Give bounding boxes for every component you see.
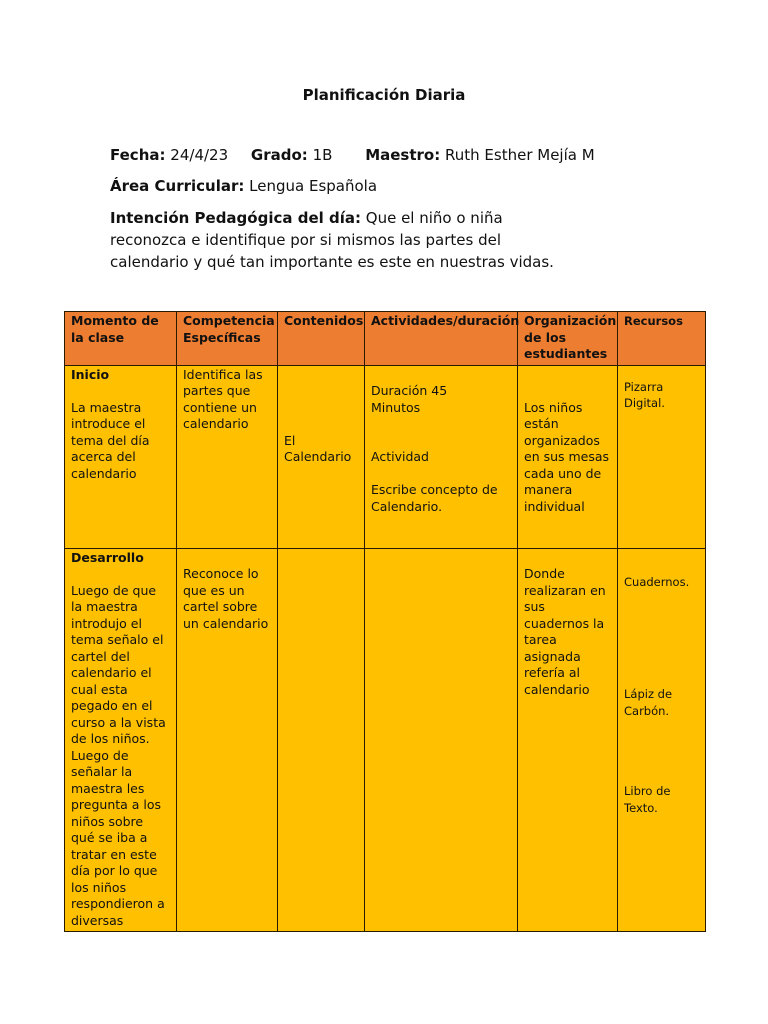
- actividad-label: Actividad: [371, 449, 429, 464]
- area-line: [110, 177, 377, 195]
- competencia-text: Reconoce lo que es un cartel sobre un calendario: [183, 566, 269, 631]
- actividad-duracion: Duración 45 Minutos: [371, 383, 448, 415]
- momento-title: Desarrollo: [71, 549, 144, 565]
- document-title: Planificación Diaria: [302, 86, 466, 104]
- recurso-item: Pizarra Digital.: [624, 379, 665, 410]
- grado-label: Grado:: [250, 146, 308, 164]
- momento-text: La maestra introduce el tema del día acerca del calendario: [71, 399, 150, 481]
- intencion-value: Que el niño o niña reconozca e identifique por si mismos las partes del calendario y qué tan importante es este en nuestras vidas.: [110, 209, 554, 271]
- intencion-label: Intención Pedagógica del día:: [110, 209, 361, 227]
- recurso-item: Libro de Texto.: [624, 784, 671, 815]
- fecha-label: Fecha:: [110, 146, 166, 164]
- header-contenidos: Contenidos: [278, 312, 365, 366]
- planning-table: [64, 311, 706, 932]
- contenidos-text: El Calendario: [284, 432, 352, 464]
- grado-value: 1B: [312, 146, 333, 164]
- cell-organizacion: [518, 365, 618, 548]
- cell-contenidos: [278, 548, 365, 932]
- maestro-label: Maestro:: [365, 146, 441, 164]
- momento-title: Inicio: [71, 366, 110, 382]
- cell-momento: [65, 548, 177, 932]
- cell-actividades: [365, 365, 518, 548]
- header-recursos: Recursos: [618, 312, 706, 366]
- cell-contenidos: [278, 365, 365, 548]
- header-info-line: [110, 146, 595, 164]
- cell-organizacion: [518, 548, 618, 932]
- area-label: Área Curricular:: [110, 177, 245, 195]
- cell-competencia: Identifica las partes que contiene un calendario: [177, 365, 278, 548]
- recurso-item: Lápiz de Carbón.: [624, 687, 673, 718]
- cell-recursos: [618, 548, 706, 932]
- header-organizacion: Organización de los estudiantes: [518, 312, 618, 366]
- momento-text: Luego de que la maestra introdujo el tema señalo el cartel del calendario el cual esta pegado en el curso a la vista de los niños. Luego de señalar la maestra les pregunta a los niños sobre qué se iba a tratar en este día por lo que los niños respondieron a diversas: [71, 582, 166, 928]
- area-value: Lengua Española: [249, 177, 378, 195]
- intencion-line: [110, 207, 570, 273]
- fecha-value: 24/4/23: [170, 146, 229, 164]
- table-row: [65, 365, 706, 548]
- actividad-text: Escribe concepto de Calendario.: [371, 482, 498, 514]
- recurso-item: Cuadernos.: [624, 574, 690, 589]
- header-actividades: Actividades/duración: [365, 312, 518, 366]
- header-competencia: Competencia Específicas: [177, 312, 278, 366]
- table-header-row: [65, 312, 706, 366]
- cell-momento: [65, 365, 177, 548]
- header-momento: Momento de la clase: [65, 312, 177, 366]
- cell-actividades: [365, 548, 518, 932]
- cell-competencia: [177, 548, 278, 932]
- table-row: [65, 548, 706, 932]
- organizacion-text: Los niños están organizados en sus mesas cada uno de manera individual: [524, 399, 610, 514]
- cell-recursos: [618, 365, 706, 548]
- organizacion-text: Donde realizaran en sus cuadernos la tarea asignada refería al calendario: [524, 566, 606, 697]
- maestro-value: Ruth Esther Mejía M: [445, 146, 595, 164]
